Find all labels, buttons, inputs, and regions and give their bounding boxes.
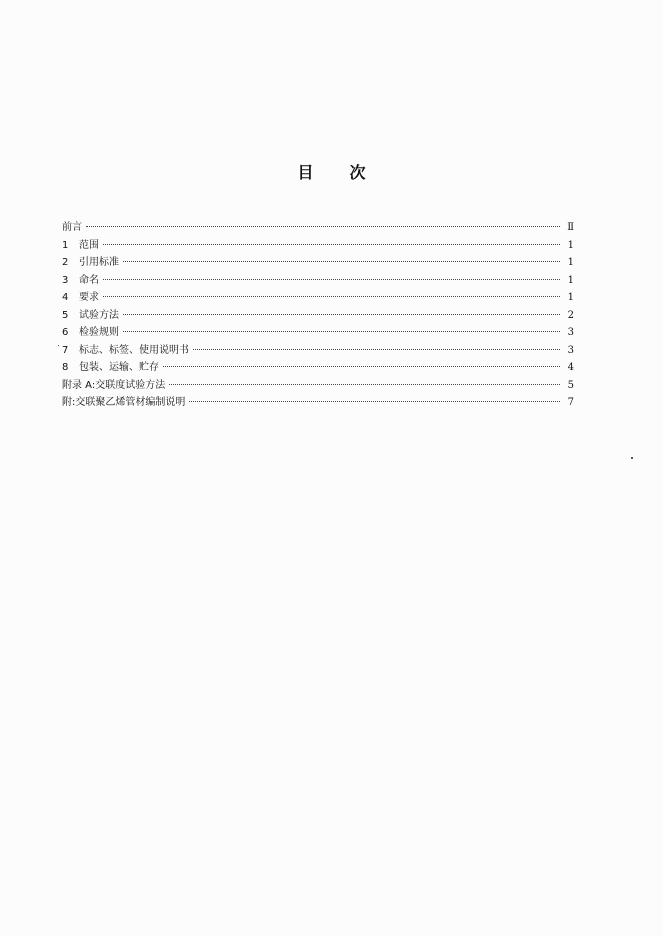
toc-entry-label: 标志、标签、使用说明书 <box>79 344 189 356</box>
toc-leader-dots <box>189 401 560 402</box>
toc-entry-label: 试验方法 <box>79 309 119 321</box>
toc-entry-appendix-a[interactable] <box>62 377 574 395</box>
toc-leader-dots <box>169 384 560 385</box>
toc-entry-page: Ⅱ <box>567 222 574 233</box>
toc-entry-page: 1 <box>567 292 574 303</box>
toc-entry-label: 附录 A:交联度试验方法 <box>62 379 166 391</box>
toc-entry-label: 引用标准 <box>79 257 119 268</box>
toc-entry-number: 8 <box>62 362 69 373</box>
toc-entry-3[interactable] <box>62 272 574 290</box>
toc-entry-label: 检验规则 <box>79 327 119 338</box>
toc-entry-label: 要求 <box>79 292 99 303</box>
toc-leader-dots <box>123 314 560 315</box>
toc-leader-dots <box>163 366 560 367</box>
toc-entry-page: 1 <box>567 274 574 286</box>
toc-leader-dots <box>86 226 560 227</box>
toc-entry-page: 3 <box>567 344 574 356</box>
toc-entry-foreword[interactable] <box>62 219 574 237</box>
toc-entry-number: 3 <box>62 274 69 286</box>
toc-entry-6[interactable] <box>62 324 574 342</box>
toc-leader-dots <box>103 244 560 245</box>
toc-entry-number: 7 <box>62 344 69 356</box>
page-title <box>0 160 663 183</box>
scan-speck <box>58 345 59 346</box>
toc-entry-7[interactable] <box>62 342 574 360</box>
scan-speck <box>631 457 633 459</box>
toc-entry-number: 2 <box>62 257 69 268</box>
toc-entry-1[interactable] <box>62 237 574 255</box>
toc-entry-2[interactable] <box>62 254 574 272</box>
toc-entry-page: 2 <box>567 309 574 321</box>
toc-entry-label: 前言 <box>62 222 82 233</box>
table-of-contents <box>62 219 574 412</box>
toc-entry-page: 3 <box>567 327 574 338</box>
toc-leader-dots <box>123 261 560 262</box>
toc-entry-page: 7 <box>567 397 574 408</box>
title-char-1: 目 <box>297 163 314 182</box>
toc-entry-explanation[interactable] <box>62 394 574 412</box>
toc-entry-page: 1 <box>567 257 574 268</box>
toc-entry-8[interactable] <box>62 359 574 377</box>
toc-entry-5[interactable] <box>62 307 574 325</box>
toc-entry-page: 1 <box>567 239 574 251</box>
toc-entry-label: 包装、运输、贮存 <box>79 362 159 373</box>
toc-entry-label: 范围 <box>79 239 99 251</box>
toc-entry-label: 附:交联聚乙烯管材编制说明 <box>62 397 186 408</box>
toc-entry-4[interactable] <box>62 289 574 307</box>
toc-leader-dots <box>193 349 560 350</box>
toc-entry-page: 5 <box>567 379 574 391</box>
toc-leader-dots <box>103 296 560 297</box>
toc-leader-dots <box>123 331 560 332</box>
toc-entry-number: 1 <box>62 239 69 251</box>
title-char-2: 次 <box>349 163 366 182</box>
toc-entry-label: 命名 <box>79 274 99 286</box>
toc-entry-number: 6 <box>62 327 69 338</box>
toc-leader-dots <box>103 279 560 280</box>
toc-entry-number: 4 <box>62 292 69 303</box>
toc-entry-number: 5 <box>62 309 69 321</box>
toc-entry-page: 4 <box>567 362 574 373</box>
